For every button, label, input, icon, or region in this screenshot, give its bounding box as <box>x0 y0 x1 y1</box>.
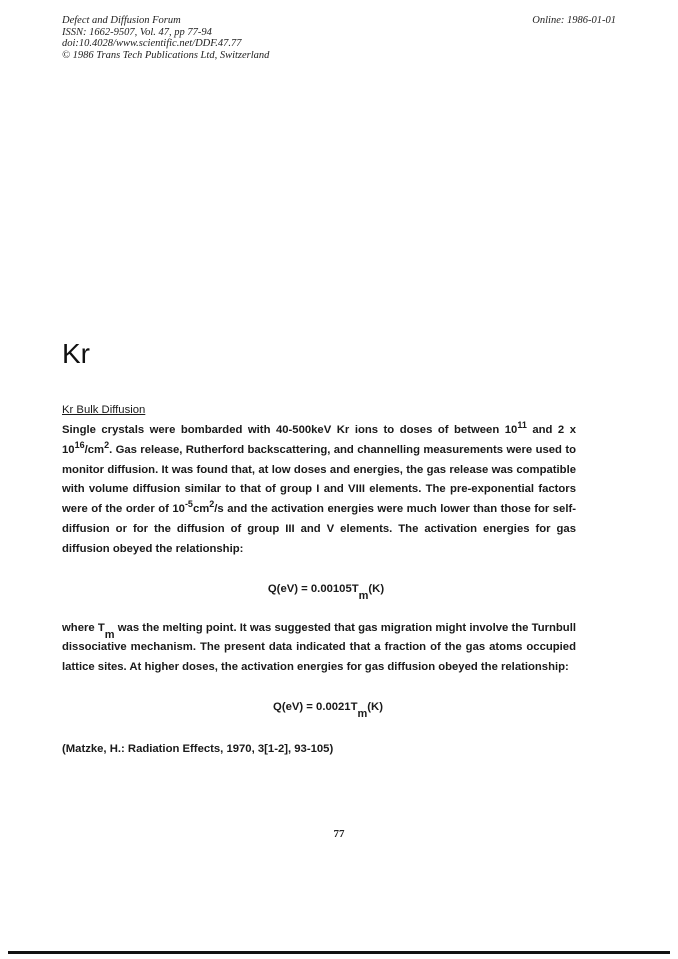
article-body <box>62 402 576 758</box>
paragraph-1-text: Single crystals were bombarded with 40-500keV Kr ions to doses of between 10 <box>62 424 518 436</box>
superscript: -5 <box>184 499 193 510</box>
element-title: Kr <box>62 338 90 369</box>
equation-2-left: Q(eV) = 0.0021T <box>273 700 358 713</box>
section-heading: Kr Bulk Diffusion <box>62 404 146 416</box>
equation-2-right: (K) <box>367 700 383 713</box>
equation-1-right: (K) <box>368 582 385 595</box>
bottom-rule <box>8 951 670 954</box>
copyright-line: © 1986 Trans Tech Publications Ltd, Switzerland <box>62 49 270 61</box>
header-metadata <box>62 15 269 61</box>
paragraph-1-text: and 2 x 10 <box>62 424 576 456</box>
subscript: m <box>104 628 115 641</box>
equation-2 <box>62 697 576 720</box>
paragraph-1-text: . Gas release, Rutherford backscattering, and channelling measurements were used to monitor diffusion. It was found that, at low doses and energies, the gas release was compatible with volume diffusion similar to that of group I and VIII elements. The pre-exponential factors were of the order of 10 <box>62 443 576 516</box>
page-number: 77 <box>333 828 345 840</box>
equation-1 <box>62 579 576 602</box>
paragraph-1 <box>62 421 576 560</box>
paragraph-1-text: cm <box>192 503 210 516</box>
superscript: 11 <box>517 420 527 430</box>
journal-name: Defect and Diffusion Forum <box>62 15 181 26</box>
paragraph-2 <box>62 619 576 678</box>
paragraph-2-text: was the melting point. It was suggested that gas migration might involve the Turnbull dissociative mechanism. The present data indicated that a fraction of the gas atoms occupied lattice sites. At higher doses, the activation energies for gas diffusion obeyed the relationship: <box>62 621 576 674</box>
paragraph-1-text: /cm <box>84 443 105 456</box>
subscript: m <box>358 589 369 602</box>
issn-line: ISSN: 1662-9507, Vol. 47, pp 77-94 <box>62 26 212 38</box>
online-date: Online: 1986-01-01 <box>532 15 616 26</box>
equation-1-left: Q(eV) = 0.00105T <box>267 582 359 595</box>
superscript: 16 <box>74 439 85 450</box>
superscript: 2 <box>104 439 110 450</box>
paragraph-2-text: where T <box>62 621 105 634</box>
doi-link[interactable]: doi:10.4028/www.scientific.net/DDF.47.77 <box>62 38 242 49</box>
reference-citation: (Matzke, H.: Radiation Effects, 1970, 3[1-2], 93-105) <box>62 742 334 755</box>
subscript: m <box>357 707 368 720</box>
superscript: 2 <box>209 499 215 510</box>
paragraph-1-text: /s and the activation energies were much lower than those for self-diffusion or for the diffusion of group III and V elements. The activation energies for gas diffusion obeyed the relationship: <box>62 503 577 555</box>
